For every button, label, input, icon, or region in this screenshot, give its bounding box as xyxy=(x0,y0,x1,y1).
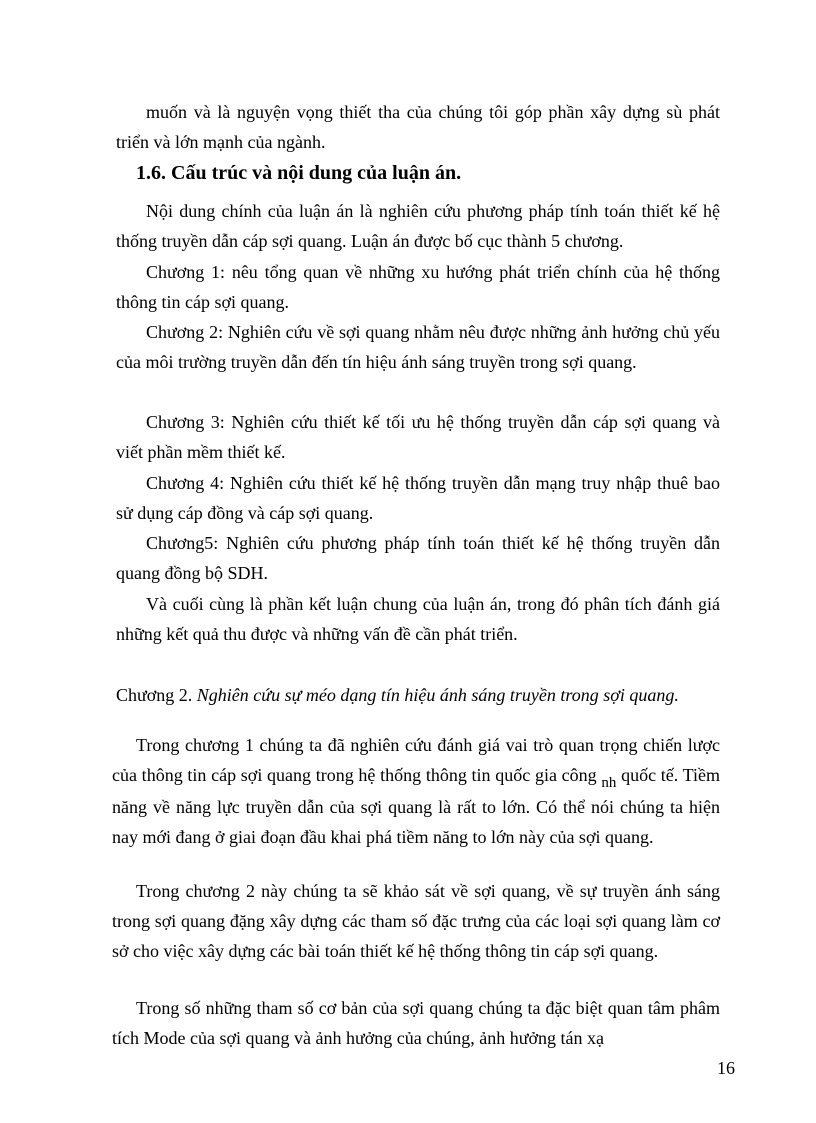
chapter-paragraph-1 xyxy=(112,730,720,852)
section-paragraph-intro: Nội dung chính của luận án là nghiên cứu phương pháp tính toán thiết kế hệ thống truyền dẫn cáp sợi quang. Luận án được bố cục thành 5 chương. xyxy=(116,201,720,251)
section-paragraph-chapter-3: Chương 3: Nghiên cứu thiết kế tối ưu hệ thống truyền dẫn cáp sợi quang và viết phần mềm thiết kế. xyxy=(116,412,720,462)
chapter-paragraph-1-rest: quốc tế. Tiềm năng về năng lực truyền dẫn của sợi quang là rất to lớn. Có thể nói chúng ta hiện nay mới đang ở giai đoạn đầu khai phá tiềm năng to lớn này của sợi quang. xyxy=(112,765,721,847)
chapter-paragraph-3: Trong số những tham số cơ bản của sợi quang chúng ta đặc biệt quan tâm phâm tích Mode của sợi quang và ảnh hưởng của chúng, ảnh hưởng tán xạ xyxy=(112,998,720,1048)
section-paragraph-chapter-2: Chương 2: Nghiên cứu về sợi quang nhằm nêu được những ảnh hưởng chủ yếu của môi trường truyền dẫn đến tín hiệu ánh sáng truyền trong sợi quang. xyxy=(116,322,720,372)
section-paragraph-conclusion: Và cuối cùng là phần kết luận chung của luận án, trong đó phân tích đánh giá những kết quả thu được và những vấn đề cần phát triển. xyxy=(116,594,720,644)
chapter-paragraph-1-main: Trong chương 1 chúng ta đã nghiên cứu đánh giá vai trò quan trọng chiến lược của thông tin cáp sợi quang trong hệ thống thông tin quốc gia công xyxy=(112,735,720,785)
chapter-label: Chương 2. xyxy=(116,685,193,705)
page-number: 16 xyxy=(717,1058,735,1078)
continuation-paragraph: muốn và là nguyện vọng thiết tha của chúng tôi góp phần xây dựng sù phát triển và lớn mạnh của ngành. xyxy=(116,102,720,152)
chapter-paragraph-1-sub: nh xyxy=(601,775,617,791)
chapter-paragraph-2: Trong chương 2 này chúng ta sẽ khảo sát về sợi quang, về sự truyền ánh sáng trong sợi quang đặng xây dựng các tham số đặc trưng của các loại sợi quang làm cơ sở cho việc xây dựng các bài toán thiết kế hệ thống thông tin cáp sợi quang. xyxy=(112,881,720,961)
section-paragraph-chapter-5: Chương5: Nghiên cứu phương pháp tính toán thiết kế hệ thống truyền dẫn quang đồng bộ SDH. xyxy=(116,533,720,583)
section-paragraph-chapter-1: Chương 1: nêu tổng quan về những xu hướng phát triển chính của hệ thống thông tin cáp sợi quang. xyxy=(116,262,720,312)
section-paragraph-chapter-4: Chương 4: Nghiên cứu thiết kế hệ thống truyền dẫn mạng truy nhập thuê bao sử dụng cáp đồng và cáp sợi quang. xyxy=(116,473,720,523)
chapter-title: Nghiên cứu sự méo dạng tín hiệu ánh sáng truyền trong sợi quang. xyxy=(196,685,679,705)
chapter-title-line xyxy=(116,680,736,710)
section-heading: 1.6. Cấu trúc và nội dung của luận án. xyxy=(136,162,462,184)
